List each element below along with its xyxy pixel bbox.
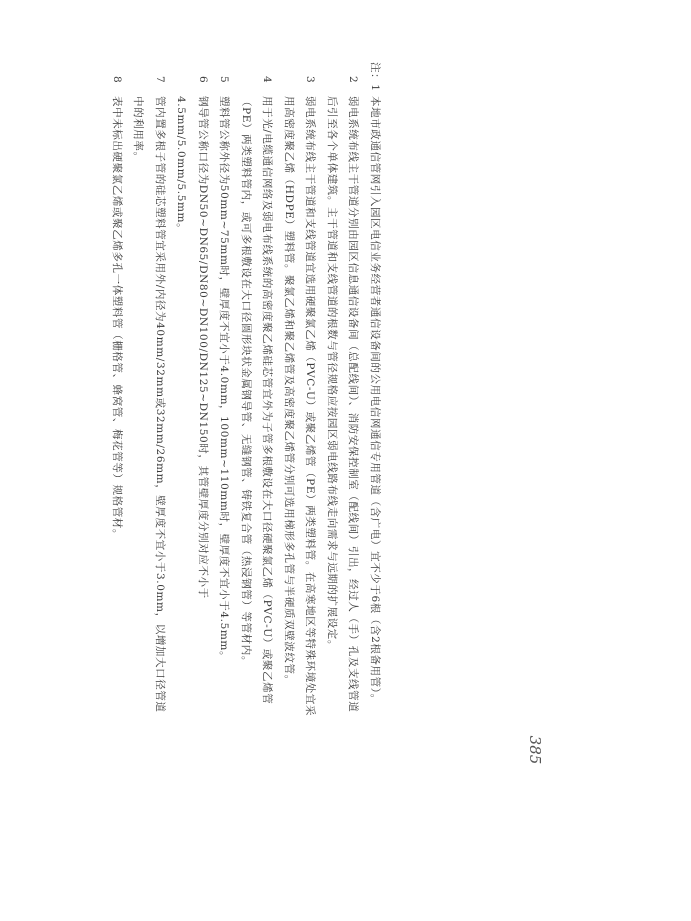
note-item-4 xyxy=(235,62,278,722)
note-number: 6 xyxy=(197,76,209,84)
note-number: 8 xyxy=(111,76,123,84)
note-text: 本地市政通信管网引入园区电信业务经营者通信设备间的公用电信网通信专用管道（含广电）宜不少于6根（含2根备用管）。 xyxy=(369,96,381,705)
note-text: 表中未标出硬聚氯乙烯或聚乙烯多孔一体塑料管（栅格管、蜂窝管、梅花管等）规格管材。 xyxy=(111,96,123,540)
note-item-8 xyxy=(106,62,128,722)
note-text: 弱电系统布线主干管道和支线管道宜选用硬聚氯乙烯（PVC-U）或聚乙烯管（PE）两类塑料管。在高寒地区等特殊环境处宜采用高密度聚乙烯（HDPE）塑料管。聚氯乙烯和聚乙烯管及高密度聚乙烯管分别可选用梯形多孔管与半硬质双壁波纹管。 xyxy=(283,96,317,717)
note-item-7 xyxy=(127,62,170,722)
note-item-3 xyxy=(278,62,321,722)
note-text: 钢导管公称口径为DN50~DN65/DN80~DN100/DN125~DN150时，其管壁厚度分别对应不小于4.5mm/5.0mm/5.5mm。 xyxy=(175,96,209,599)
page-number: 385 xyxy=(526,735,544,765)
note-number: 4 xyxy=(261,76,274,84)
note-item-2 xyxy=(321,62,364,722)
note-label-1 xyxy=(364,62,386,96)
note-number: 1 xyxy=(369,84,381,92)
note-number: 7 xyxy=(154,76,166,84)
note-item-1 xyxy=(364,62,386,722)
note-text: 塑料管公称外径为50mm~75mm时，壁厚度不宜小于4.0mm，100mm~110mm时，壁厚度不宜小于4.5mm。 xyxy=(218,96,231,663)
notes-section xyxy=(105,62,385,722)
note-item-6 xyxy=(170,62,213,722)
note-number: 5 xyxy=(218,76,231,84)
note-text: 用于光/电缆通信网络及弱电布线系统的高密度聚乙烯硅芯管宜外为子管多根敷设在大口径硬聚氯乙烯（PVC-U）或聚乙烯管（PE）两类塑料管内，或可多根敷设在大口径圆形块状金属钢导管、无缝钢管、铸铁复合管（热浸钢管）等管材内。 xyxy=(240,96,274,705)
note-number: 2 xyxy=(347,76,360,84)
note-text: 弱电系统布线主干管道分别由园区信息通信设备间（总配线间）、消防安保控制室（配线间）引出，经过人（手）孔及支线管道后引至各个单体建筑。主干管道和支线管道的根数与管径规格应按园区弱电线路布线走向需求与远期的扩展设定。 xyxy=(326,96,360,713)
note-item-5 xyxy=(213,62,235,722)
note-number: 3 xyxy=(304,76,317,84)
notes-prefix: 注： xyxy=(369,62,381,85)
note-text: 管内置多根子管的硅芯塑料管宜采用外/内径为40mm/32mm或32mm/26mm，壁厚度不宜小于3.0mm，以增加大口径管道中的利用率。 xyxy=(132,96,166,713)
